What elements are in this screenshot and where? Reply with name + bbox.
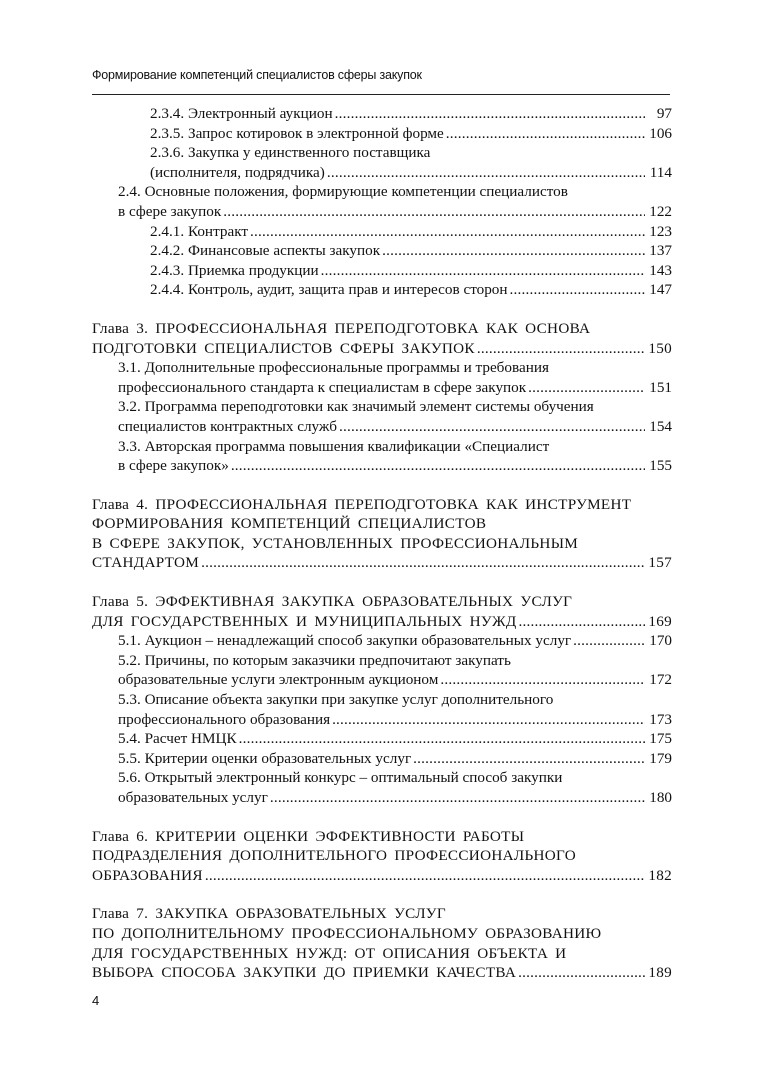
toc-leader-dots	[413, 749, 645, 769]
toc-entry-title: 5.3. Описание объекта закупки при закупке услуг дополнительного	[118, 691, 554, 709]
section-spacer	[92, 476, 672, 495]
toc-page-number: 114	[649, 163, 672, 181]
toc-entry-title-cont: (исполнителя, подрядчика)	[150, 163, 325, 181]
toc-page-number: 122	[649, 202, 672, 220]
toc-entry-2-3-5[interactable]	[92, 124, 672, 144]
toc-leader-dots	[335, 104, 645, 124]
toc-entry-2-4-1[interactable]	[92, 222, 672, 242]
section-spacer	[92, 573, 672, 592]
toc-entry-title: 2.4.4. Контроль, аудит, защита прав и интересов сторон	[150, 281, 508, 299]
section-spacer	[92, 808, 672, 827]
toc-entry-title: 3.1. Дополнительные профессиональные программы и требования	[118, 359, 549, 377]
toc-entry-title: 3.2. Программа переподготовки как значимый элемент системы обучения	[118, 398, 594, 416]
section-spacer	[92, 885, 672, 904]
toc-leader-dots	[382, 241, 645, 261]
toc-page-number: 175	[649, 730, 672, 748]
toc-entry-3-3[interactable]	[92, 437, 672, 476]
toc-page-number: 106	[649, 124, 672, 142]
chapter-title-cont: ПО ДОПОЛНИТЕЛЬНОМУ ПРОФЕССИОНАЛЬНОМУ ОБРАЗОВАНИЮ	[92, 924, 602, 942]
toc-page-number: 179	[649, 749, 672, 767]
toc-leader-dots	[477, 339, 645, 359]
toc-entry-5-6[interactable]	[92, 768, 672, 807]
toc-page-number: 123	[649, 222, 672, 240]
toc-chapter-6[interactable]	[92, 827, 672, 886]
toc-entry-title: 5.2. Причины, по которым заказчики предпочитают закупать	[118, 651, 511, 669]
page-number: 4	[92, 993, 100, 1008]
toc-page-number: 154	[649, 417, 672, 435]
chapter-title-cont: ПОДГОТОВКИ СПЕЦИАЛИСТОВ СФЕРЫ ЗАКУПОК	[92, 339, 475, 357]
toc-entry-title: 5.6. Открытый электронный конкурс – оптимальный способ закупки	[118, 769, 563, 787]
chapter-title: Глава 5. ЭФФЕКТИВНАЯ ЗАКУПКА ОБРАЗОВАТЕЛЬНЫХ УСЛУГ	[92, 593, 573, 611]
toc-entry-2-3-4[interactable]	[92, 104, 672, 124]
toc-entry-title: 2.4.1. Контракт	[150, 222, 249, 240]
toc-entry-title-cont: образовательных услуг	[118, 789, 268, 806]
toc-page-number: 170	[649, 632, 672, 650]
toc-leader-dots	[231, 456, 645, 476]
toc-page-number: 97	[656, 105, 672, 122]
chapter-title-cont: В СФЕРЕ ЗАКУПОК, УСТАНОВЛЕННЫХ ПРОФЕССИОНАЛЬНЫМ	[92, 534, 579, 552]
toc-entry-title: 5.1. Аукцион – ненадлежащий способ закупки образовательных услуг	[118, 632, 572, 650]
toc-leader-dots	[446, 124, 645, 144]
chapter-title: Глава 6. КРИТЕРИИ ОЦЕНКИ ЭФФЕКТИВНОСТИ РАБОТЫ	[92, 827, 525, 845]
toc-leader-dots	[239, 729, 645, 749]
toc-page-number: 157	[648, 554, 672, 572]
toc-entry-2-4-3[interactable]	[92, 261, 672, 281]
toc-chapter-3[interactable]	[92, 319, 672, 358]
toc-page-number: 182	[648, 866, 672, 884]
table-of-contents	[92, 104, 672, 983]
toc-page-number: 151	[649, 378, 672, 396]
toc-leader-dots	[201, 553, 645, 573]
toc-leader-dots	[528, 378, 645, 398]
chapter-title-cont: ПОДРАЗДЕЛЕНИЯ ДОПОЛНИТЕЛЬНОГО ПРОФЕССИОНАЛЬНОГО	[92, 847, 576, 865]
chapter-title-cont: ВЫБОРА СПОСОБА ЗАКУПКИ ДО ПРИЕМКИ КАЧЕСТВА	[92, 964, 517, 982]
toc-entry-title-cont: в сфере закупок	[118, 202, 222, 220]
toc-leader-dots	[440, 670, 645, 690]
toc-chapter-7[interactable]	[92, 904, 672, 982]
chapter-title-cont: ФОРМИРОВАНИЯ КОМПЕТЕНЦИЙ СПЕЦИАЛИСТОВ	[92, 515, 487, 533]
toc-leader-dots	[327, 163, 645, 183]
toc-entry-title-cont: профессионального образования	[118, 710, 331, 728]
toc-page-number: 143	[649, 261, 672, 279]
toc-entry-2-4-4[interactable]	[92, 280, 672, 300]
toc-page-number: 180	[649, 789, 672, 806]
toc-entry-title: 2.4. Основные положения, формирующие компетенции специалистов	[118, 183, 568, 201]
toc-leader-dots	[339, 417, 645, 437]
toc-page-number: 150	[648, 339, 672, 357]
toc-entry-title: 2.3.4. Электронный аукцион	[150, 105, 333, 122]
chapter-title-cont: СТАНДАРТОМ	[92, 554, 200, 572]
toc-entry-5-1[interactable]	[92, 631, 672, 651]
toc-entry-title: 3.3. Авторская программа повышения квалификации «Специалист	[118, 437, 550, 455]
toc-entry-title: 5.5. Критерии оценки образовательных услуг	[118, 749, 412, 767]
toc-entry-title-cont: профессионального стандарта к специалистам в сфере закупок	[118, 378, 527, 396]
toc-leader-dots	[332, 710, 645, 730]
section-spacer	[92, 300, 672, 319]
toc-leader-dots	[510, 280, 645, 300]
toc-entry-3-1[interactable]	[92, 358, 672, 397]
header-rule	[92, 94, 670, 95]
toc-entry-5-4[interactable]	[92, 729, 672, 749]
toc-entry-title: 2.4.2. Финансовые аспекты закупок	[150, 242, 381, 260]
toc-leader-dots	[321, 261, 645, 281]
toc-entry-title-cont: в сфере закупок»	[118, 457, 229, 475]
toc-chapter-4[interactable]	[92, 495, 672, 573]
toc-entry-5-2[interactable]	[92, 651, 672, 690]
toc-entry-5-5[interactable]	[92, 749, 672, 769]
chapter-title-cont: ДЛЯ ГОСУДАРСТВЕННЫХ И МУНИЦИПАЛЬНЫХ НУЖД	[92, 612, 517, 630]
chapter-title: Глава 7. ЗАКУПКА ОБРАЗОВАТЕЛЬНЫХ УСЛУГ	[92, 905, 446, 923]
toc-page-number: 137	[649, 242, 672, 260]
toc-leader-dots	[223, 202, 645, 222]
toc-page-number: 173	[649, 710, 672, 728]
toc-leader-dots	[573, 631, 645, 651]
toc-leader-dots	[205, 866, 645, 886]
toc-entry-title: 2.4.3. Приемка продукции	[150, 261, 319, 279]
chapter-title: Глава 3. ПРОФЕССИОНАЛЬНАЯ ПЕРЕПОДГОТОВКА КАК ОСНОВА	[92, 319, 591, 337]
chapter-title: Глава 4. ПРОФЕССИОНАЛЬНАЯ ПЕРЕПОДГОТОВКА КАК ИНСТРУМЕНТ	[92, 495, 632, 513]
toc-leader-dots	[270, 788, 645, 808]
toc-leader-dots	[518, 963, 645, 983]
toc-entry-title: 5.4. Расчет НМЦК	[118, 730, 237, 748]
toc-entry-title: 2.3.6. Закупка у единственного поставщика	[150, 144, 431, 162]
toc-page-number: 189	[648, 964, 672, 982]
toc-page-number: 169	[648, 612, 672, 630]
running-header: Формирование компетенций специалистов сферы закупок	[92, 68, 422, 82]
toc-leader-dots	[250, 222, 645, 242]
toc-page-number: 147	[649, 281, 672, 299]
chapter-title-cont: ДЛЯ ГОСУДАРСТВЕННЫХ НУЖД: ОТ ОПИСАНИЯ ОБЪЕКТА И	[92, 944, 567, 962]
toc-entry-5-3[interactable]	[92, 690, 672, 729]
toc-entry-title-cont: специалистов контрактных служб	[118, 417, 337, 435]
toc-chapter-5[interactable]	[92, 592, 672, 631]
toc-entry-2-4-2[interactable]	[92, 241, 672, 261]
toc-entry-title: 2.3.5. Запрос котировок в электронной форме	[150, 124, 444, 142]
toc-entry-3-2[interactable]	[92, 397, 672, 436]
toc-page-number: 155	[649, 457, 672, 475]
toc-leader-dots	[519, 612, 645, 632]
toc-page-number: 172	[649, 671, 672, 689]
toc-entry-title-cont: образовательные услуги электронным аукционом	[118, 671, 439, 689]
chapter-title-cont: ОБРАЗОВАНИЯ	[92, 866, 203, 884]
toc-entry-2-3-6[interactable]	[92, 143, 672, 182]
toc-entry-2-4[interactable]	[92, 182, 672, 221]
